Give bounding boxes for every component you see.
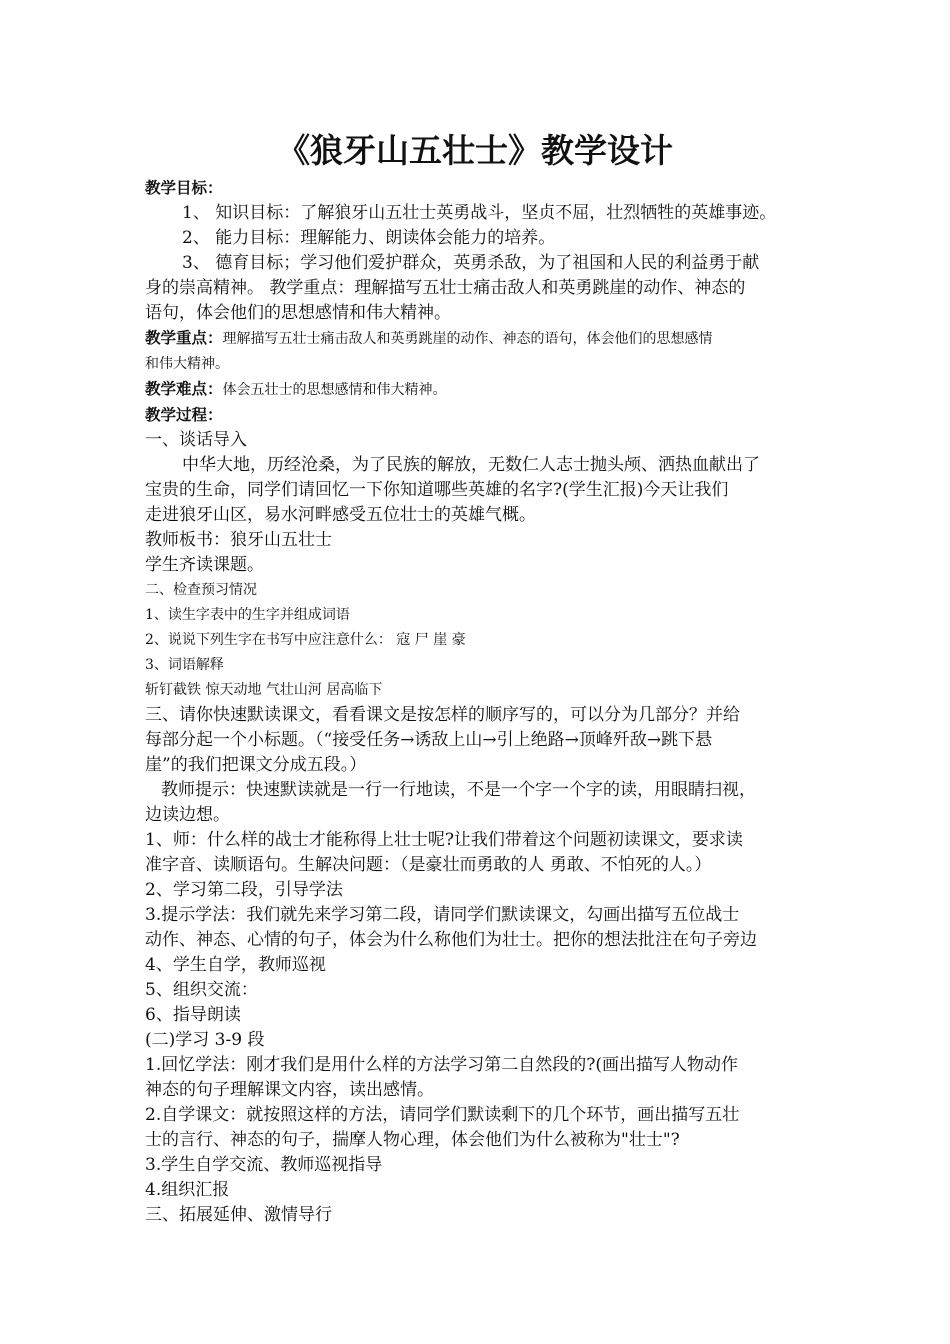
- key-point-line-1: [145, 326, 810, 352]
- subsection-2-item-4: 4.组织汇报: [145, 1180, 230, 1200]
- section-2-title: 二、检查预习情况: [145, 582, 257, 598]
- teacher-tip-line-1: 教师提示：快速默读就是一行一行地读，不是一个字一个字的读，用眼睛扫视，: [161, 780, 756, 800]
- question-1-line-1: 1、师：什么样的战士才能称得上壮士呢?让我们带着这个问题初读课文，要求读: [145, 830, 743, 850]
- subsection-2-title: (二)学习 3-9 段: [145, 1030, 265, 1050]
- goal-item-3-line-1: 3、 德育目标；学习他们爱护群众，英勇杀敌，为了祖国和人民的利益勇于献: [182, 253, 760, 273]
- key-point-text: 理解描写五壮士痛击敌人和英勇跳崖的动作、神态的语句，体会他们的思想感情: [222, 331, 713, 347]
- question-3-line-2: 动作、神态、心情的句子，体会为什么称他们为壮士。把你的想法批注在句子旁边: [145, 930, 757, 950]
- subsection-2-item-1-line-1: 1.回忆学法：刚才我们是用什么样的方法学习第二自然段的?(画出描写人物动作: [145, 1055, 738, 1075]
- document-title: 《狼牙山五壮士》教学设计: [277, 131, 673, 170]
- question-1-line-2: 准字音、读顺语句。生解决问题：（是豪壮而勇敢的人 勇敢、不怕死的人。）: [145, 855, 712, 875]
- difficulty-heading: 教学难点：: [145, 380, 223, 398]
- subsection-2-item-1-line-2: 神态的句子理解课文内容，读出感情。: [145, 1080, 434, 1100]
- question-6: 6、指导朗读: [145, 1005, 241, 1025]
- section-1-paragraph-line-1: 中华大地，历经沧桑，为了民族的解放，无数仁人志士抛头颅、洒热血献出了: [182, 455, 760, 475]
- section-3-line-1: 三、请你快速默读课文，看看课文是按怎样的顺序写的，可以分为几部分？并给: [145, 705, 740, 725]
- subsection-2-item-3: 3.学生自学交流、教师巡视指导: [145, 1155, 383, 1175]
- subsection-2-item-2-line-1: 2.自学课文：就按照这样的方法，请同学们默读剩下的几个环节，画出描写五壮: [145, 1105, 740, 1125]
- question-4: 4、学生自学，教师巡视: [145, 955, 326, 975]
- document-body: [145, 176, 810, 1228]
- teacher-tip-line-2: 边读边想。: [145, 805, 230, 825]
- goals-heading: 教学目标：: [145, 179, 223, 197]
- question-3-line-1: 3.提示学法：我们就先来学习第二段，请同学们默读课文，勾画出描写五位战士: [145, 905, 740, 925]
- section-4-title: 三、拓展延伸、激情导行: [145, 1205, 332, 1225]
- section-1-paragraph-line-3: 走进狼牙山区，易水河畔感受五位壮士的英雄气概。: [145, 505, 536, 525]
- goal-item-3-line-3: 语句，体会他们的思想感情和伟大精神。: [145, 303, 451, 323]
- section-1-title: 一、谈话导入: [145, 430, 247, 450]
- section-2-item-3: 3、词语解释: [145, 657, 224, 673]
- section-2-item-2: 2、说说下列生字在书写中应注意什么： 寇 尸 崖 豪: [145, 632, 466, 648]
- process-heading: 教学过程：: [145, 406, 223, 424]
- section-3-line-2: 每部分起一个小标题。（“接受任务→诱敌上山→引上绝路→顶峰歼敌→跳下悬: [145, 730, 713, 750]
- key-point-line-2: 和伟大精神。: [145, 356, 229, 372]
- key-point-heading: 教学重点：: [145, 329, 223, 347]
- subsection-2-item-2-line-2: 士的言行、神态的句子，揣摩人物心理，体会他们为什么被称为"壮士"?: [145, 1130, 680, 1150]
- question-2: 2、学习第二段，引导学法: [145, 880, 343, 900]
- difficulty-line: [145, 377, 810, 403]
- student-read-title: 学生齐读课题。: [145, 555, 264, 575]
- goal-item-2: 2、 能力目标：理解能力、朗读体会能力的培养。: [182, 228, 556, 248]
- question-5: 5、组织交流：: [145, 980, 258, 1000]
- difficulty-text: 体会五壮士的思想感情和伟大精神。: [222, 382, 447, 398]
- goal-item-3-line-2: 身的崇高精神。 教学重点：理解描写五壮士痛击敌人和英勇跳崖的动作、神态的: [145, 278, 746, 298]
- teacher-board-note: 教师板书：狼牙山五壮士: [145, 530, 332, 550]
- goal-item-1: 1、 知识目标：了解狼牙山五壮士英勇战斗，坚贞不屈，壮烈牺牲的英雄事迹。: [182, 203, 777, 223]
- section-2-words: 斩钉截铁 惊天动地 气壮山河 居高临下: [145, 682, 383, 698]
- section-2-item-1: 1、读生字表中的生字并组成词语: [145, 607, 350, 623]
- section-1-paragraph-line-2: 宝贵的生命，同学们请回忆一下你知道哪些英雄的名字?(学生汇报)今天让我们: [145, 480, 729, 500]
- section-3-line-3: 崖”的我们把课文分成五段。）: [145, 755, 367, 775]
